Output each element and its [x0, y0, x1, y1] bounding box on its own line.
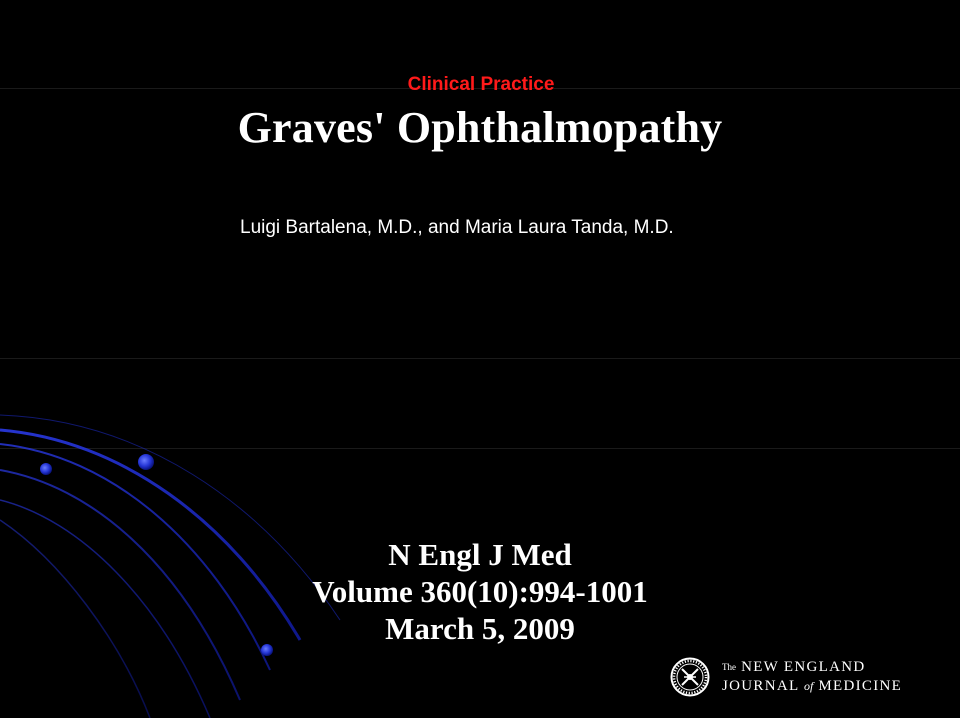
logo-journal: JOURNAL [722, 678, 799, 694]
logo-new-england: NEW ENGLAND [741, 659, 866, 675]
nejm-logo [670, 657, 920, 699]
section-kicker: Clinical Practice [407, 74, 555, 95]
citation-block [0, 536, 960, 647]
citation-journal: N Engl J Med [388, 537, 572, 572]
logo-medicine: MEDICINE [818, 678, 903, 694]
slide-title: Graves' Ophthalmopathy [237, 103, 723, 152]
nejm-wordmark [722, 658, 902, 696]
citation-date: March 5, 2009 [385, 611, 575, 646]
nejm-seal-icon [670, 657, 710, 697]
citation-volume: Volume 360(10):994-1001 [312, 574, 648, 609]
logo-the: The [722, 662, 736, 672]
logo-of: of [803, 679, 814, 693]
authors-line: Luigi Bartalena, M.D., and Maria Laura Tanda, M.D. [240, 217, 674, 238]
